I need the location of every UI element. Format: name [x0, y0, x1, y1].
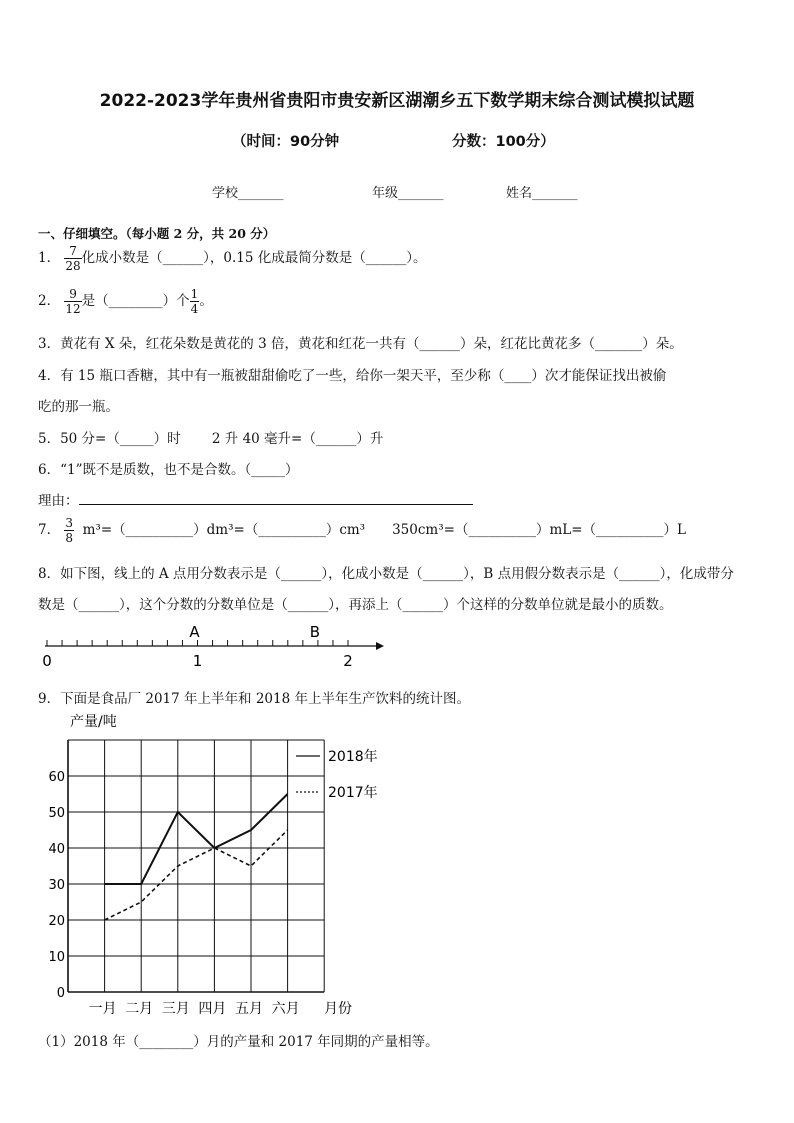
x-tick-label: 一月 — [88, 1001, 117, 1017]
question-text: 化成小数是（______），0.15 化成最简分数是（______）。 — [81, 250, 427, 266]
denominator: 28 — [65, 259, 81, 273]
question-3: 3．黄花有 X 朵，红花朵数是黄花的 3 倍，黄花和红花一共有（______）朵，红花比黄花多（_______）朵。 — [38, 336, 683, 352]
name-field: 姓名_______ — [506, 186, 578, 201]
question-4: 4．有 15 瓶口香糖，其中有一瓶被甜甜偷吃了一些，给你一架天平，至少称（____）次才能保证找出被偷 — [38, 368, 667, 384]
series-2017-line — [105, 830, 288, 920]
y-tick-label: 20 — [48, 914, 65, 929]
numerator: 7 — [64, 244, 81, 259]
school-field: 学校_______ — [212, 186, 284, 201]
reason-label: 理由： — [38, 493, 79, 509]
fraction — [64, 516, 74, 545]
x-tick-label: 五月 — [235, 1001, 263, 1017]
numerator: 3 — [65, 516, 74, 530]
question-8: 8．如下图，线上的 A 点用分数表示是（______），化成小数是（______），B 点用假分数表示是（______），化成带分 — [38, 566, 734, 582]
section-heading: 一、仔细填空。（每小题 2 分，共 20 分） — [38, 226, 276, 241]
fraction — [64, 244, 81, 273]
x-tick-label: 三月 — [161, 1001, 190, 1017]
y-tick-label: 40 — [48, 842, 65, 857]
question-number: 2． — [38, 293, 61, 309]
point-b-label: B — [309, 623, 321, 641]
legend-2018-label: 2018年 — [328, 749, 378, 765]
y-axis-label: 产量/吨 — [70, 714, 117, 730]
tick-label-1: 1 — [192, 652, 203, 670]
exam-time: （时间：90分钟 — [232, 134, 340, 150]
line-chart — [30, 706, 400, 1026]
question-text: 。 — [199, 293, 213, 309]
tick-label-2: 2 — [343, 652, 353, 670]
question-number: 7． — [38, 522, 61, 538]
page-title: 2022-2023学年贵州省贵阳市贵安新区湖潮乡五下数学期末综合测试模拟试题 — [99, 91, 695, 111]
number-line — [0, 618, 400, 672]
question-text: m³=（__________）dm³=（__________）cm³ 350cm³=（__________）mL=（__________）L — [82, 522, 686, 538]
series-2018-line — [105, 794, 288, 884]
denominator: 4 — [190, 302, 199, 316]
y-tick-label: 10 — [48, 950, 65, 965]
tick-label-0: 0 — [42, 652, 52, 670]
question-5: 5．50 分=（_____）时 2 升 40 毫升=（______）升 — [38, 431, 384, 447]
x-tick-label: 六月 — [271, 1001, 300, 1017]
question-text: 是（________）个 — [81, 293, 190, 309]
numerator: 1 — [190, 287, 199, 301]
y-tick-label: 50 — [48, 806, 65, 821]
fraction — [190, 287, 200, 316]
question-7 — [38, 516, 686, 545]
point-a-label: A — [189, 623, 200, 641]
legend-2017-label: 2017年 — [328, 785, 378, 801]
denominator: 12 — [65, 302, 81, 316]
question-9-part-1: （1）2018 年（________）月的产量和 2017 年同期的产量相等。 — [38, 1034, 439, 1050]
question-4-cont: 吃的那一瓶。 — [38, 399, 119, 415]
question-2 — [38, 287, 213, 316]
question-6-reason — [38, 489, 473, 509]
question-number: 1． — [38, 250, 61, 266]
question-8-cont: 数是（______），这个分数的分数单位是（______），再添上（______）个这样的分数单位就是最小的质数。 — [38, 597, 673, 613]
answer-line — [79, 504, 473, 505]
question-1 — [38, 244, 427, 273]
grade-field: 年级_______ — [372, 186, 444, 201]
y-tick-label: 0 — [56, 986, 65, 1001]
x-tick-label: 二月 — [125, 1001, 154, 1017]
y-tick-label: 60 — [48, 770, 65, 785]
y-tick-label: 30 — [48, 878, 65, 893]
denominator: 8 — [65, 531, 74, 545]
numerator: 9 — [64, 287, 81, 302]
question-6: 6．“1”既不是质数，也不是合数。（_____） — [38, 462, 299, 478]
x-axis-label: 月份 — [324, 1001, 352, 1017]
question-9: 9．下面是食品厂 2017 年上半年和 2018 年上半年生产饮料的统计图。 — [38, 691, 470, 707]
exam-score: 分数：100分） — [452, 134, 555, 150]
fraction — [64, 287, 81, 316]
x-tick-label: 四月 — [198, 1001, 227, 1017]
